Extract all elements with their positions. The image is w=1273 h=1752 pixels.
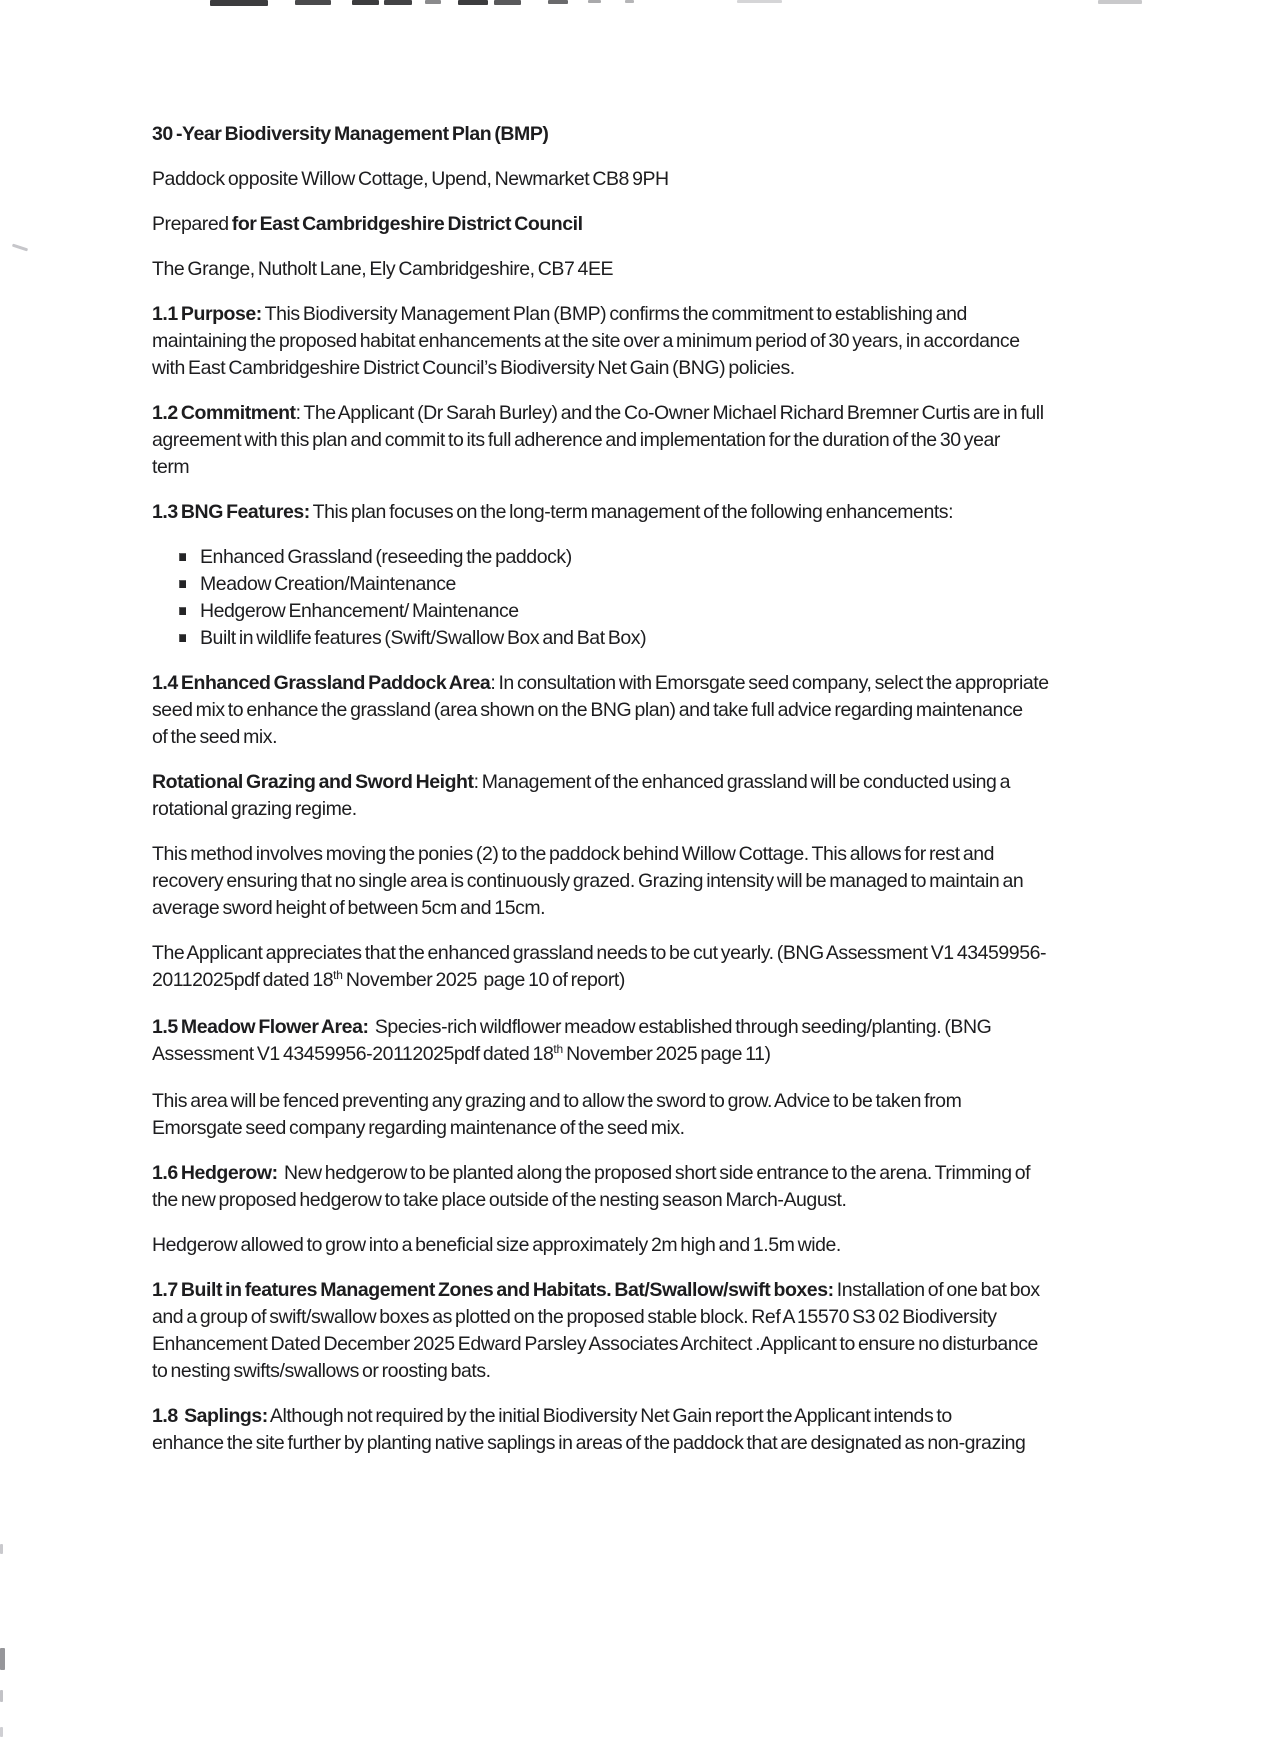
bng-feature-list (152, 544, 1202, 652)
prepared-prefix: Prepared (152, 213, 232, 235)
scan-artifact (425, 0, 441, 4)
section-heading: 1.3 BNG Features: (152, 501, 310, 523)
scan-artifact (0, 1727, 3, 1737)
scan-artifact (0, 1690, 3, 1702)
scan-artifact (588, 0, 601, 3)
prepared-for-line (152, 211, 1202, 238)
scan-artifact (458, 0, 488, 5)
document-title (152, 121, 1202, 148)
scan-artifact (12, 244, 28, 252)
site-address: Paddock opposite Willow Cottage, Upend, Newmarket CB8 9PH (152, 168, 669, 190)
list-item: Enhanced Grassland (reseeding the paddock) (152, 544, 1202, 571)
scan-artifact (352, 0, 379, 5)
square-bullet-icon (179, 553, 186, 561)
document-body (152, 121, 1202, 1475)
square-bullet-icon (179, 634, 186, 642)
fenced-area-paragraph: This area will be fenced preventing any grazing and to allow the sword to grow. Advice to be taken from Emorsgate seed company regarding maintenance of the seed mix. (152, 1090, 962, 1139)
list-item: Meadow Creation/Maintenance (152, 571, 1202, 598)
list-item: Built in wildlife features (Swift/Swallow Box and Bat Box) (152, 625, 1202, 652)
section-heading: 1.8 Saplings: (152, 1405, 268, 1427)
section-1-3-bng-features: 1.3 BNG Features: This plan focuses on the long-term management of the following enhancements: (152, 501, 954, 523)
scan-artifact (625, 0, 634, 3)
grazing-method-paragraph: This method involves moving the ponies (2) to the paddock behind Willow Cottage. This allows for rest and recovery ensuring that no single area is continuously grazed. Grazing intensity will be managed to maintain an average sword height of between 5cm and 15cm. (152, 843, 1024, 919)
scan-artifact (494, 0, 521, 5)
section-heading: 1.7 Built in features Management Zones and Habitats. Bat/Swallow/swift boxes: (152, 1279, 834, 1301)
hedgerow-size-paragraph: Hedgerow allowed to grow into a beneficial size approximately 2m high and 1.5m wide. (152, 1234, 841, 1256)
council-address: The Grange, Nutholt Lane, Ely Cambridgeshire, CB7 4EE (152, 258, 614, 280)
prepared-for-council: for East Cambridgeshire District Council (231, 213, 583, 235)
title-text: 30 -Year Biodiversity Management Plan (BMP) (152, 123, 549, 145)
scan-artifact (737, 0, 782, 3)
ordinal-superscript: th (333, 968, 343, 982)
ordinal-superscript: th (553, 1042, 563, 1056)
list-item: Hedgerow Enhancement/ Maintenance (152, 598, 1202, 625)
section-heading: 1.2 Commitment (152, 402, 296, 424)
scan-artifact (295, 0, 331, 5)
section-1-1-purpose: 1.1 Purpose: This Biodiversity Management Plan (BMP) confirms the commitment to establishing and maintaining the proposed habitat enhancements at the site over a minimum period of 30 years, in accordance with East Cambridgeshire District Council’s Biodiversity Net Gain (BNG) policies. (152, 303, 1020, 379)
section-heading: 1.1 Purpose: (152, 303, 262, 325)
square-bullet-icon (179, 607, 186, 615)
scan-artifact (0, 1544, 3, 1554)
rotational-grazing-paragraph: Rotational Grazing and Sword Height: Management of the enhanced grassland will be conducted using a rotational grazing regime. (152, 771, 1010, 820)
scan-artifact (210, 0, 268, 6)
section-heading: 1.4 Enhanced Grassland Paddock Area (152, 672, 491, 694)
scan-artifact (1098, 0, 1142, 4)
section-1-7-built-in-features: 1.7 Built in features Management Zones and Habitats. Bat/Swallow/swift boxes: Installation of one bat box and a group of swift/swallow boxes as plotted on the proposed stable block. Ref A 15570 S3 02 Biodiversity Enhancement Dated December 2025 Edward Parsley Associates Architect .Applicant to ensure no disturbance to nesting swifts/swallows or roosting bats. (152, 1279, 1040, 1382)
section-1-2-commitment: 1.2 Commitment: The Applicant (Dr Sarah Burley) and the Co-Owner Michael Richard Bremner Curtis are in full agreement with this plan and commit to its full adherence and implementation for the duration of the 30 year term (152, 402, 1044, 478)
section-heading: 1.5 Meadow Flower Area: (152, 1016, 369, 1038)
section-heading: 1.6 Hedgerow: (152, 1162, 278, 1184)
section-1-6-hedgerow: 1.6 Hedgerow: New hedgerow to be planted along the proposed short side entrance to the arena. Trimming of the new proposed hedgerow to take place outside of the nesting season March-August. (152, 1162, 1031, 1211)
section-1-8-saplings: 1.8 Saplings: Although not required by the initial Biodiversity Net Gain report the Applicant intends to enhance the site further by planting native saplings in areas of the paddock that are designated as non-grazing (152, 1405, 1026, 1454)
section-1-5-meadow-flower: 1.5 Meadow Flower Area: Species-rich wildflower meadow established through seeding/planting. (BNG Assessment V1 43459956-20112025pdf dated 18th November 2025 page 11) (152, 1016, 992, 1065)
scan-artifact (0, 1648, 5, 1670)
yearly-cut-paragraph: The Applicant appreciates that the enhanced grassland needs to be cut yearly. (BNG Assessment V1 43459956- 20112025pdf dated 18th November 2025 page 10 of report) (152, 942, 1047, 991)
scan-artifact (548, 0, 568, 4)
section-heading: Rotational Grazing and Sword Height (152, 771, 474, 793)
scan-artifact (384, 0, 412, 5)
section-1-4-grassland-paddock: 1.4 Enhanced Grassland Paddock Area: In consultation with Emorsgate seed company, select the appropriate seed mix to enhance the grassland (area shown on the BNG plan) and take full advice regarding maintenance of the seed mix. (152, 672, 1049, 748)
square-bullet-icon (179, 580, 186, 588)
